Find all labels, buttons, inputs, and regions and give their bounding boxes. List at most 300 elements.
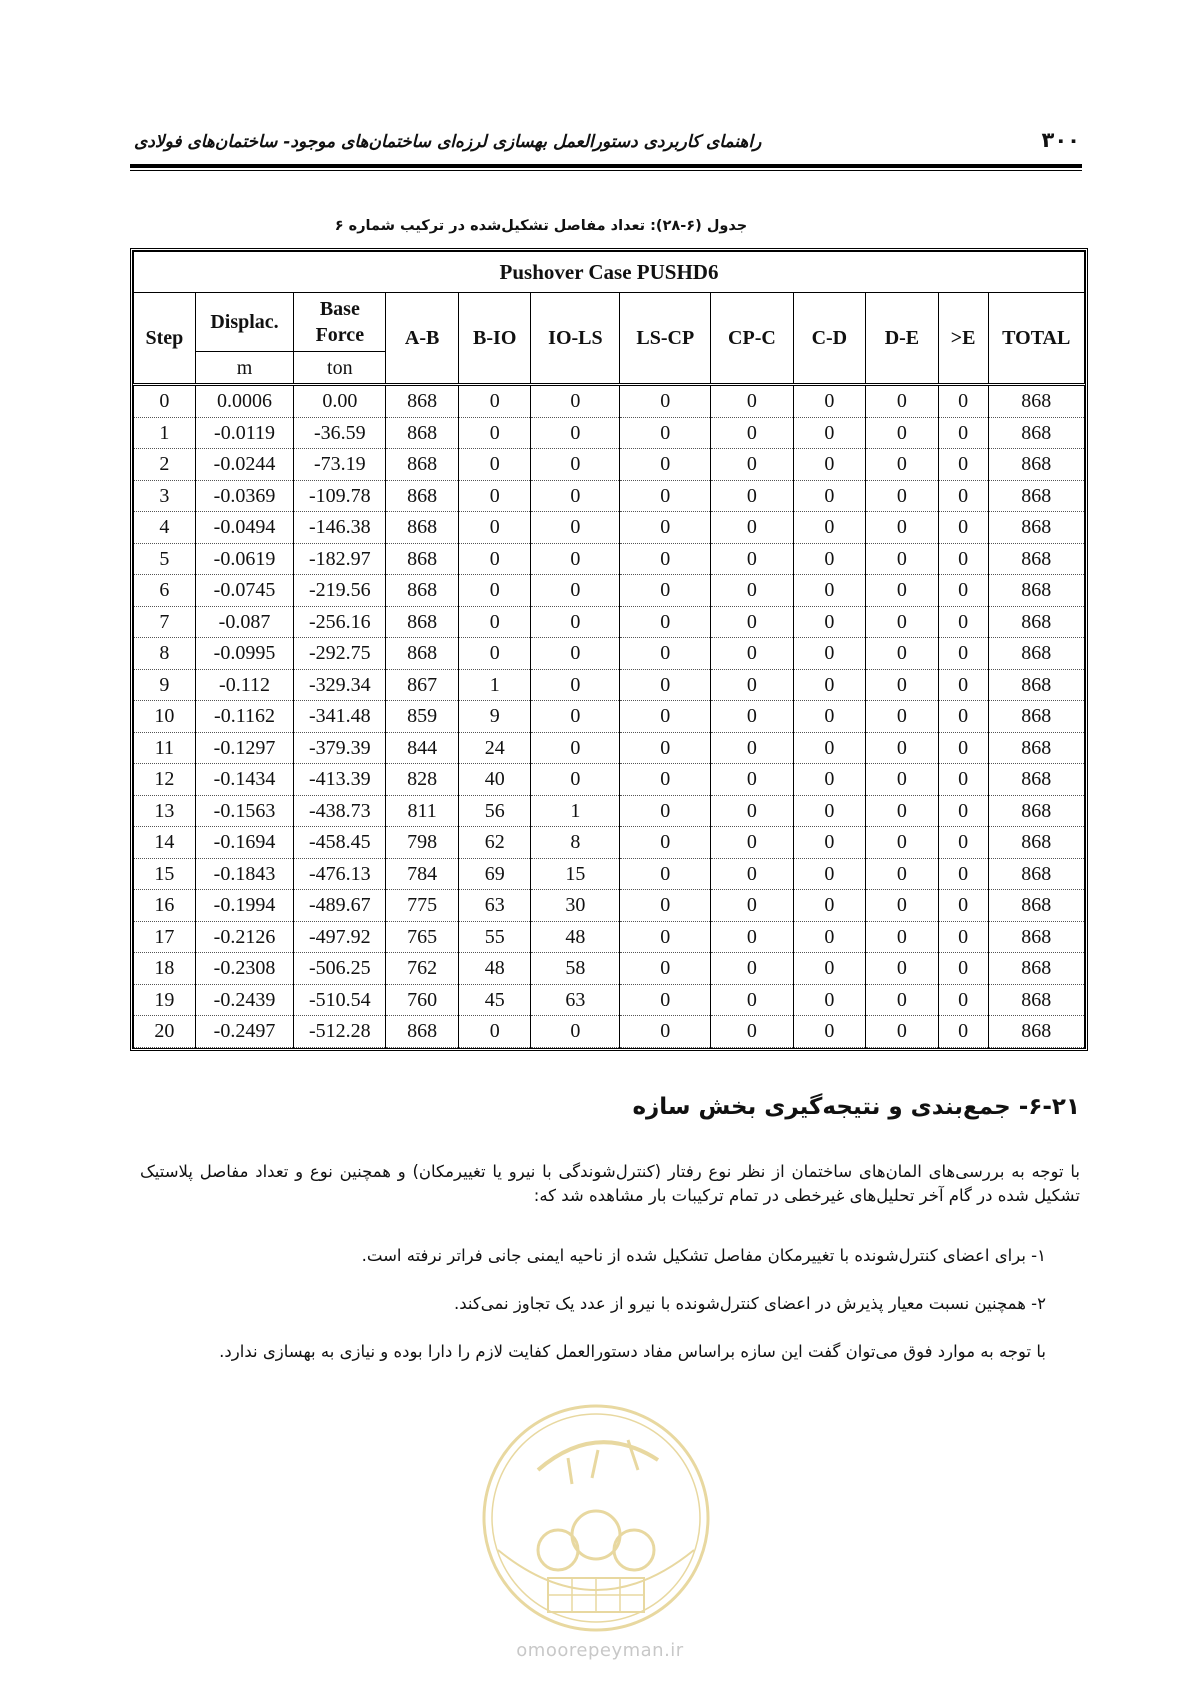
table-cell: 0 [793,543,866,575]
table-cell: 0 [793,1016,866,1048]
table-cell: 0 [531,417,620,449]
table-cell: -0.0369 [195,480,294,512]
table-cell: 4 [134,512,196,544]
table-cell: -256.16 [294,606,386,638]
table-cell: 0 [620,795,711,827]
table-cell: 0 [793,701,866,733]
table-cell: 0 [866,480,939,512]
table-cell: -413.39 [294,764,386,796]
table-cell: 811 [386,795,459,827]
table-cell: 868 [386,417,459,449]
table-cell: 0 [620,449,711,481]
table-cell: 0 [620,512,711,544]
table-cell: -0.2439 [195,984,294,1016]
table-cell: 10 [134,701,196,733]
case-title: Pushover Case PUSHD6 [134,252,1085,293]
table-row [134,921,1085,953]
conclusion-final: با توجه به موارد فوق می‌توان گفت این سازه براساس مفاد دستورالعمل کفایت لازم را دارا بوده و نیازی به بهسازی ندارد. [219,1342,1046,1361]
table-cell: 0 [938,701,988,733]
table-cell: 868 [988,732,1084,764]
table-cell: 0 [793,575,866,607]
table-cell: 868 [988,858,1084,890]
table-cell: 0 [866,890,939,922]
table-cell: 58 [531,953,620,985]
table-cell: 0 [620,638,711,670]
column-header: B-IO [458,293,531,385]
table-cell: 30 [531,890,620,922]
table-cell: -476.13 [294,858,386,890]
table-cell: 55 [458,921,531,953]
table-cell: 19 [134,984,196,1016]
table-cell: 868 [988,1016,1084,1048]
table-cell: 17 [134,921,196,953]
table-cell: 0 [531,606,620,638]
table-cell: 14 [134,827,196,859]
table-row [134,480,1085,512]
header-rule-thick [130,164,1082,168]
table-row [134,701,1085,733]
table-cell: 0 [866,764,939,796]
table-cell: -0.2308 [195,953,294,985]
table-row [134,543,1085,575]
table-cell: 0 [711,921,793,953]
table-cell: 0 [793,512,866,544]
table-cell: 0 [866,827,939,859]
table-row [134,638,1085,670]
table-cell: 0 [711,795,793,827]
table-cell: 0 [938,606,988,638]
table-cell: -0.0745 [195,575,294,607]
table-cell: 0 [620,575,711,607]
table-cell: 0 [866,795,939,827]
table-cell: 0 [620,417,711,449]
table-cell: 0 [458,480,531,512]
column-header: Base Force [294,293,386,352]
table-cell: -329.34 [294,669,386,701]
table-cell: 868 [386,480,459,512]
table-cell: 0 [711,638,793,670]
table-cell: 0 [793,449,866,481]
table-cell: 69 [458,858,531,890]
table-cell: 0 [866,417,939,449]
table-cell: 0 [866,543,939,575]
table-cell: 20 [134,1016,196,1048]
table-cell: 0 [793,669,866,701]
table-row [134,575,1085,607]
table-cell: -510.54 [294,984,386,1016]
column-header: D-E [866,293,939,385]
table-cell: 0 [866,385,939,418]
table-row [134,449,1085,481]
table-cell: 0 [866,701,939,733]
table-cell: 868 [386,1016,459,1048]
table-cell: 868 [988,575,1084,607]
table-cell: 0 [711,764,793,796]
table-cell: 868 [988,480,1084,512]
table-cell: -438.73 [294,795,386,827]
table-cell: -36.59 [294,417,386,449]
table-cell: 0 [531,385,620,418]
table-cell: -458.45 [294,827,386,859]
table-row [134,984,1085,1016]
table-cell: 868 [988,795,1084,827]
table-cell: 798 [386,827,459,859]
table-cell: 0 [531,512,620,544]
table-cell: -0.0494 [195,512,294,544]
table-cell: 0 [711,984,793,1016]
table-cell: 0 [531,449,620,481]
table-cell: 868 [386,385,459,418]
table-cell: 5 [134,543,196,575]
table-cell: 868 [988,512,1084,544]
table-cell: 0 [458,543,531,575]
table-cell: 0 [793,795,866,827]
table-row [134,1016,1085,1048]
table-cell: 0 [866,858,939,890]
table-cell: 0 [531,764,620,796]
table-cell: -73.19 [294,449,386,481]
table-cell: 762 [386,953,459,985]
table-cell: 0 [531,480,620,512]
table-row [134,732,1085,764]
table-cell: 868 [386,512,459,544]
table-cell: 0 [866,669,939,701]
table-cell: 0 [793,732,866,764]
table-cell: 868 [988,764,1084,796]
table-cell: 784 [386,858,459,890]
table-cell: 0 [711,575,793,607]
table-cell: 868 [988,827,1084,859]
table-row [134,890,1085,922]
table-cell: 0 [866,449,939,481]
column-header: Step [134,293,196,385]
table-cell: 0 [938,795,988,827]
column-header: Displac. [195,293,294,352]
table-cell: 13 [134,795,196,827]
table-cell: 0 [938,638,988,670]
table-cell: -512.28 [294,1016,386,1048]
table-cell: 0 [711,543,793,575]
table-row [134,417,1085,449]
table-cell: -497.92 [294,921,386,953]
table-cell: 40 [458,764,531,796]
table-cell: -0.112 [195,669,294,701]
table-cell: 16 [134,890,196,922]
conclusion-item-1: ۱- برای اعضای کنترل‌شونده با تغییرمکان مفاصل تشکیل شده از ناحیه ایمنی جانی فراتر نرفته است. [361,1246,1046,1265]
table-cell: 62 [458,827,531,859]
table-cell: 0 [938,512,988,544]
table-cell: 0 [620,890,711,922]
table-cell: 0 [866,512,939,544]
table-cell: -0.1694 [195,827,294,859]
table-cell: 0 [711,417,793,449]
table-cell: 0 [938,449,988,481]
table-row [134,827,1085,859]
table-cell: 48 [531,921,620,953]
column-header: CP-C [711,293,793,385]
table-cell: 868 [988,701,1084,733]
table-caption: جدول (۶-۲۸): تعداد مفاصل تشکیل‌شده در ترکیب شماره ۶ [334,218,748,234]
table-row [134,385,1085,418]
table-cell: -506.25 [294,953,386,985]
table-cell: 48 [458,953,531,985]
table-body [134,385,1085,1048]
table-cell: 0 [938,385,988,418]
table-cell: 15 [531,858,620,890]
table-cell: 7 [134,606,196,638]
table-cell: 0.00 [294,385,386,418]
table-row [134,858,1085,890]
table-cell: 0 [620,921,711,953]
table-cell: 0 [620,1016,711,1048]
table-cell: 0 [866,953,939,985]
table-cell: 868 [988,417,1084,449]
table-cell: 0 [866,732,939,764]
watermark-url: omoorepeyman.ir [516,1640,684,1661]
section-heading: ۶-۲۱- جمع‌بندی و نتیجه‌گیری بخش سازه [632,1094,1080,1120]
table-cell: 0 [938,1016,988,1048]
table-cell: 0 [620,385,711,418]
table-cell: 0 [938,953,988,985]
table-cell: 868 [988,669,1084,701]
table-cell: 12 [134,764,196,796]
table-cell: 844 [386,732,459,764]
table-cell: 859 [386,701,459,733]
table-cell: 868 [988,921,1084,953]
table-cell: 760 [386,984,459,1016]
table-cell: 0 [793,953,866,985]
pushover-hinge-table [133,251,1085,1048]
table-row [134,669,1085,701]
table-cell: 0 [793,638,866,670]
table-cell: 24 [458,732,531,764]
table-cell: 0 [793,385,866,418]
table-cell: -0.2497 [195,1016,294,1048]
column-header: >E [938,293,988,385]
table-cell: 0 [938,827,988,859]
table-row [134,512,1085,544]
table-cell: 11 [134,732,196,764]
table-cell: 8 [531,827,620,859]
table-cell: 0 [620,953,711,985]
table-cell: 0 [134,385,196,418]
table-cell: 0 [711,1016,793,1048]
table-cell: 0 [866,1016,939,1048]
table-cell: 868 [988,606,1084,638]
table-cell: 0 [793,858,866,890]
table-cell: 63 [458,890,531,922]
header-rule-thin [130,170,1082,171]
conclusion-item-2: ۲- همچنین نسبت معیار پذیرش در اعضای کنترل‌شونده با نیرو از عدد یک تجاوز نمی‌کند. [453,1294,1046,1313]
table-cell: 0 [793,764,866,796]
table-cell: 0 [458,449,531,481]
table-row [134,953,1085,985]
table-cell: 868 [988,543,1084,575]
table-cell: -146.38 [294,512,386,544]
table-cell: 0 [866,575,939,607]
table-cell: 0 [458,1016,531,1048]
column-header: A-B [386,293,459,385]
table-cell: 0 [620,764,711,796]
table-cell: 0 [793,921,866,953]
table-cell: 63 [531,984,620,1016]
table-cell: -0.1162 [195,701,294,733]
publisher-logo-watermark [478,1400,714,1636]
table-cell: 0 [620,827,711,859]
table-cell: 868 [386,449,459,481]
table-cell: 0 [793,480,866,512]
table-cell: -341.48 [294,701,386,733]
page-header [134,126,1080,156]
table-cell: 0 [711,701,793,733]
table-cell: 0 [531,1016,620,1048]
table-row [134,606,1085,638]
table-cell: 0 [938,921,988,953]
table-cell: 0 [531,732,620,764]
column-header: C-D [793,293,866,385]
table-cell: 765 [386,921,459,953]
table-cell: -109.78 [294,480,386,512]
table-cell: 0 [458,575,531,607]
table-cell: 0 [711,890,793,922]
table-cell: 0 [531,701,620,733]
table-cell: 868 [988,984,1084,1016]
table-cell: 0 [620,984,711,1016]
table-cell: 868 [386,606,459,638]
table-cell: 0 [531,638,620,670]
table-cell: -379.39 [294,732,386,764]
page-number: ۳۰۰ [1041,128,1080,152]
table-cell: 868 [988,449,1084,481]
table-cell: 0 [531,543,620,575]
table-cell: 0 [793,417,866,449]
table-cell: 56 [458,795,531,827]
table-cell: -0.0995 [195,638,294,670]
table-cell: 8 [134,638,196,670]
table-cell: 0 [866,606,939,638]
table-cell: 0 [938,417,988,449]
table-cell: 0 [711,858,793,890]
column-header: LS-CP [620,293,711,385]
table-cell: 0 [793,827,866,859]
table-cell: 0 [620,701,711,733]
table-cell: 867 [386,669,459,701]
table-cell: 828 [386,764,459,796]
table-cell: 0 [458,606,531,638]
unit-label: ton [294,352,386,385]
table-cell: -292.75 [294,638,386,670]
table-cell: 0 [866,921,939,953]
table-cell: 0 [793,890,866,922]
table-cell: 0 [711,827,793,859]
table-cell: 868 [386,543,459,575]
table-cell: 868 [988,890,1084,922]
column-header: IO-LS [531,293,620,385]
table-cell: 0 [866,984,939,1016]
unit-label: m [195,352,294,385]
table-cell: 0 [938,984,988,1016]
table-row [134,764,1085,796]
table-cell: 0 [531,575,620,607]
table-row [134,795,1085,827]
table-cell: 0 [711,480,793,512]
table-cell: 0 [458,385,531,418]
table-cell: 0 [711,732,793,764]
table-cell: 0 [458,417,531,449]
table-cell: 0 [711,606,793,638]
table-cell: 0 [938,669,988,701]
table-cell: 0 [938,480,988,512]
table-cell: 868 [386,638,459,670]
table-cell: 0 [711,449,793,481]
table-cell: 0 [938,858,988,890]
table-cell: -0.1994 [195,890,294,922]
table-cell: -0.2126 [195,921,294,953]
table-cell: 868 [988,953,1084,985]
table-cell: 9 [134,669,196,701]
table-cell: -0.1297 [195,732,294,764]
table-cell: 0 [620,858,711,890]
table-cell: 775 [386,890,459,922]
pushover-table-frame [130,248,1088,1051]
conclusion-paragraph: با توجه به بررسی‌های المان‌های ساختمان از نظر نوع رفتار (کنترل‌شوندگی با نیرو یا تغییرمکان) و همچنین نوع و تعداد مفاصل پلاستیک تشکیل شده در گام آخر تحلیل‌های غیرخطی در تمام ترکیبات بار مشاهده شد که: [140,1162,1080,1205]
table-cell: -0.0619 [195,543,294,575]
table-cell: 0 [938,543,988,575]
table-cell: 1 [134,417,196,449]
table-cell: -0.1434 [195,764,294,796]
table-cell: 18 [134,953,196,985]
table-cell: 0 [711,512,793,544]
table-cell: -182.97 [294,543,386,575]
table-cell: 0 [938,890,988,922]
table-cell: 45 [458,984,531,1016]
table-cell: 6 [134,575,196,607]
table-cell: -0.1563 [195,795,294,827]
table-cell: 1 [531,795,620,827]
column-header: TOTAL [988,293,1084,385]
table-cell: -219.56 [294,575,386,607]
table-cell: 0 [938,732,988,764]
table-cell: 15 [134,858,196,890]
table-cell: 0 [620,543,711,575]
table-cell: 0 [793,606,866,638]
table-cell: -0.087 [195,606,294,638]
running-title: راهنمای کاربردی دستورالعمل بهسازی لرزه‌ای ساختمان‌های موجود- ساختمان‌های فولادی [134,132,762,152]
table-cell: 0.0006 [195,385,294,418]
table-cell: 0 [620,480,711,512]
table-cell: 0 [620,732,711,764]
table-cell: 0 [620,606,711,638]
table-cell: -0.1843 [195,858,294,890]
table-cell: 0 [866,638,939,670]
table-cell: 0 [711,669,793,701]
table-cell: 868 [988,385,1084,418]
table-cell: 3 [134,480,196,512]
table-cell: 0 [711,953,793,985]
table-cell: 0 [458,638,531,670]
table-cell: 0 [458,512,531,544]
table-cell: -489.67 [294,890,386,922]
table-cell: 868 [386,575,459,607]
table-cell: -0.0119 [195,417,294,449]
table-cell: 0 [938,764,988,796]
table-cell: 0 [531,669,620,701]
table-cell: 2 [134,449,196,481]
table-cell: 0 [938,575,988,607]
table-cell: 868 [988,638,1084,670]
table-cell: 9 [458,701,531,733]
table-cell: 0 [620,669,711,701]
